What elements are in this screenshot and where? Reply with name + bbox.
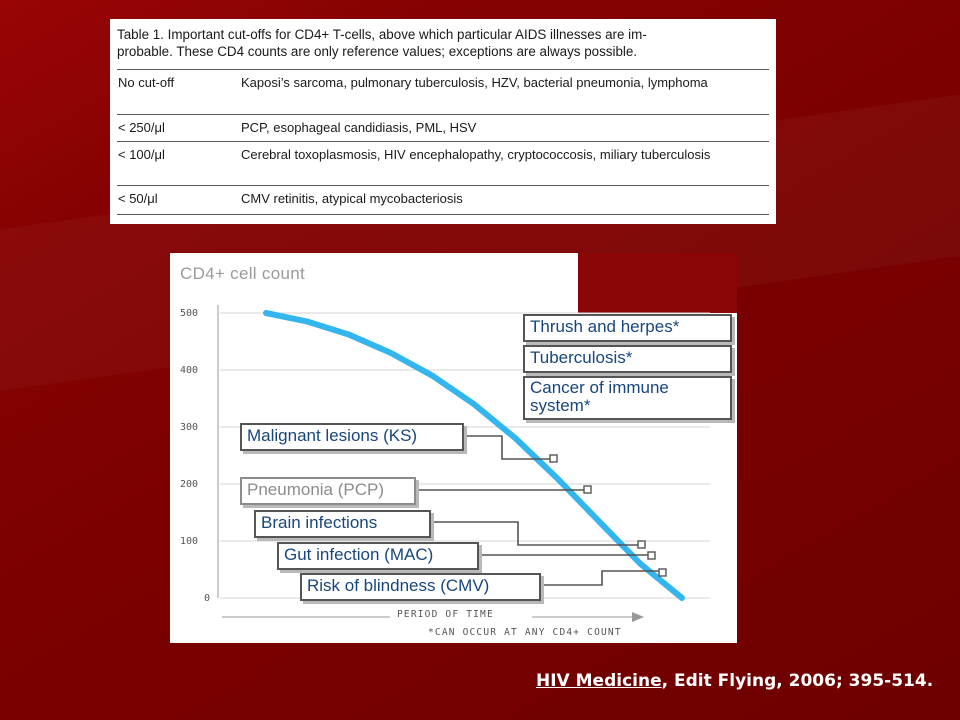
ks-marker bbox=[550, 455, 557, 462]
cutoff-cell: No cut-off bbox=[118, 75, 175, 90]
blindness-risk-label: Risk of blindness (CMV) bbox=[300, 573, 541, 601]
brain-marker bbox=[638, 541, 645, 548]
cd4-cutoff-table bbox=[110, 19, 776, 224]
tuberculosis-label: Tuberculosis* bbox=[523, 345, 732, 373]
illness-cell: CMV retinitis, atypical mycobacteriosis bbox=[241, 191, 463, 206]
cd4-decline-chart bbox=[170, 253, 737, 643]
cmv-marker bbox=[659, 569, 666, 576]
cutoff-cell: < 100/μl bbox=[118, 147, 165, 162]
y-tick-label: 500 bbox=[180, 308, 199, 319]
immune-cancer-label-line-2: system* bbox=[530, 396, 591, 415]
gut-infection-label: Gut infection (MAC) bbox=[277, 542, 479, 570]
illness-cell: PCP, esophageal candidiasis, PML, HSV bbox=[241, 120, 477, 135]
ks-leader-line bbox=[463, 436, 554, 459]
thrush-herpes-label: Thrush and herpes* bbox=[523, 314, 732, 342]
ks-label: Malignant lesions (KS) bbox=[240, 423, 464, 451]
y-tick-label: 300 bbox=[180, 422, 199, 433]
y-tick-label: 0 bbox=[204, 593, 211, 604]
x-axis-label: PERIOD OF TIME bbox=[397, 609, 494, 620]
table-row bbox=[117, 69, 769, 114]
citation bbox=[536, 671, 933, 691]
brain-infection-label: Brain infections bbox=[254, 510, 431, 538]
illness-cell: Cerebral toxoplasmosis, HIV encephalopathy, cryptococcosis, miliary tuberculosis bbox=[241, 147, 711, 162]
illness-cell: Kaposi’s sarcoma, pulmonary tuberculosis, HZV, bacterial pneumonia, lymphoma bbox=[241, 75, 708, 90]
gut-marker bbox=[648, 552, 655, 559]
chart-footnote: *CAN OCCUR AT ANY CD4+ COUNT bbox=[428, 627, 622, 638]
chart-title: CD4+ cell count bbox=[180, 264, 305, 283]
immune-cancer-label-line-1: Cancer of immune bbox=[530, 378, 669, 397]
pcp-label: Pneumonia (PCP) bbox=[240, 477, 416, 505]
y-tick-label: 200 bbox=[180, 479, 199, 490]
cutoff-cell: < 250/μl bbox=[118, 120, 165, 135]
table-row bbox=[117, 114, 769, 141]
table-row bbox=[117, 141, 769, 185]
immune-cancer-label bbox=[523, 376, 732, 420]
pcp-marker bbox=[584, 486, 591, 493]
table-caption-line-1: Table 1. Important cut-offs for CD4+ T-cells, above which particular AIDS illnesses are im- bbox=[117, 27, 647, 42]
cutoff-cell: < 50/μl bbox=[118, 191, 158, 206]
y-tick-label: 400 bbox=[180, 365, 199, 376]
time-arrow-head bbox=[632, 612, 644, 622]
citation-link[interactable]: HIV Medicine bbox=[536, 671, 662, 691]
table-row bbox=[117, 185, 769, 215]
cmv-leader-line bbox=[540, 571, 662, 585]
citation-details: , Edit Flying, 2006; 395-514. bbox=[661, 671, 934, 691]
table-caption bbox=[117, 25, 769, 69]
y-tick-label: 100 bbox=[180, 536, 199, 547]
table-caption-line-2: probable. These CD4 counts are only reference values; exceptions are always possible. bbox=[117, 44, 638, 59]
